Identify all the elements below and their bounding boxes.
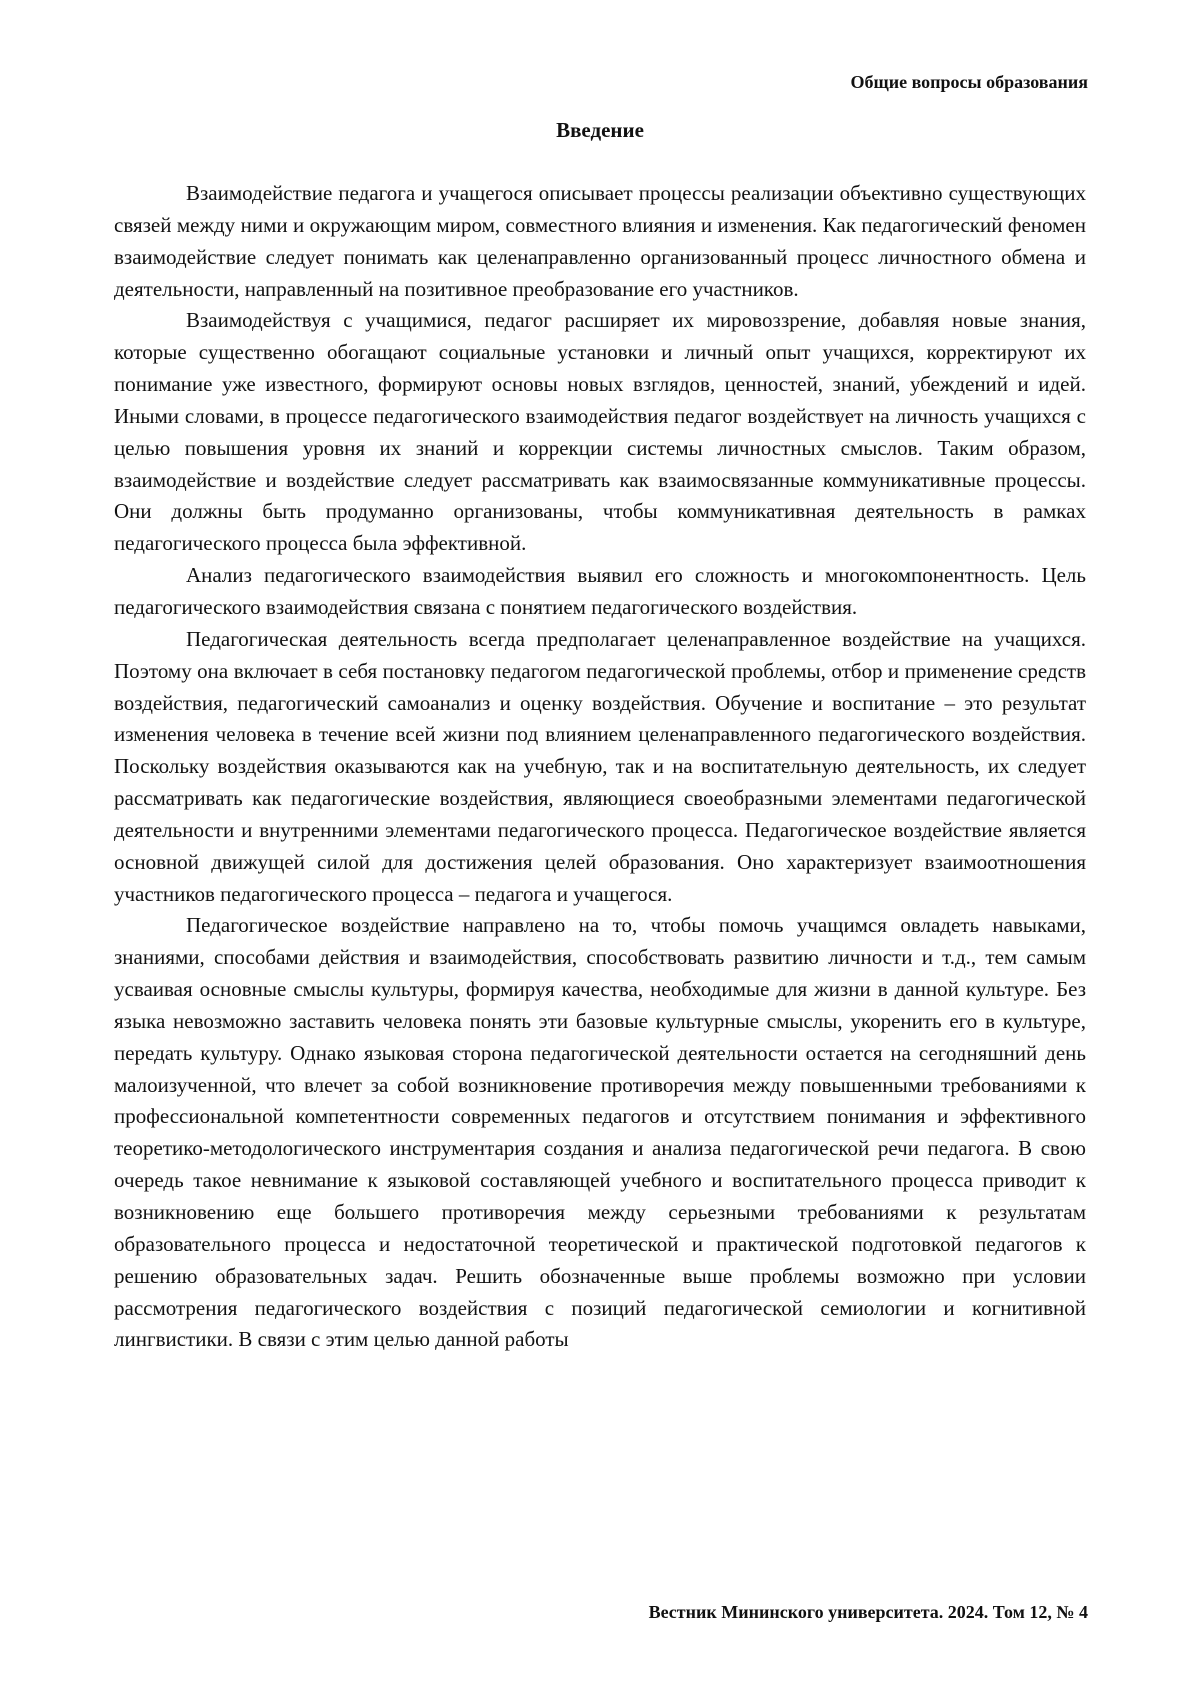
section-title: Введение xyxy=(556,118,644,142)
running-head: Общие вопросы образования xyxy=(850,72,1088,92)
paragraph-1: Взаимодействие педагога и учащегося описывает процессы реализации объективно существующих связей между ними и окружающим миром, совместного влияния и изменения. Как педагогический феномен взаимодействие следует понимать как целенаправленно организованный процесс личностного обмена и деятельности, направленный на позитивное преобразование его участников. xyxy=(114,181,1086,301)
body-text xyxy=(114,178,1086,1356)
paragraph-2: Взаимодействуя с учащимися, педагог расширяет их мировоззрение, добавляя новые знания, которые существенно обогащают социальные установки и личный опыт учащихся, корректируют их понимание уже известного, формируют основы новых взглядов, ценностей, знаний, убеждений и идей. Иными словами, в процессе педагогического взаимодействия педагог воздействует на личность учащихся с целью повышения уровня их знаний и коррекции системы личностных смыслов. Таким образом, взаимодействие и воздействие следует рассматривать как взаимосвязанные коммуникативные процессы. Они должны быть продуманно организованы, чтобы коммуникативная деятельность в рамках педагогического процесса была эффективной. xyxy=(114,308,1086,556)
running-foot: Вестник Мининского университета. 2024. Том 12, № 4 xyxy=(648,1602,1088,1622)
paragraph-3: Анализ педагогического взаимодействия выявил его сложность и многокомпонентность. Цель педагогического взаимодействия связана с понятием педагогического воздействия. xyxy=(114,563,1086,619)
paragraph-4: Педагогическая деятельность всегда предполагает целенаправленное воздействие на учащихся. Поэтому она включает в себя постановку педагогом педагогической проблемы, отбор и применение средств воздействия, педагогический самоанализ и оценку воздействия. Обучение и воспитание – это результат изменения человека в течение всей жизни под влиянием целенаправленного педагогического воздействия. Поскольку воздействия оказываются как на учебную, так и на воспитательную деятельность, их следует рассматривать как педагогические воздействия, являющиеся своеобразными элементами педагогической деятельности и внутренними элементами педагогического процесса. Педагогическое воздействие является основной движущей силой для достижения целей образования. Оно характеризует взаимоотношения участников педагогического процесса – педагога и учащегося. xyxy=(114,626,1086,906)
paragraph-5: Педагогическое воздействие направлено на то, чтобы помочь учащимся овладеть навыками, знаниями, способами действия и взаимодействия, способствовать развитию личности и т.д., тем самым усваивая основные смыслы культуры, формируя качества, необходимые для жизни в данной культуре. Без языка невозможно заставить человека понять эти базовые культурные смыслы, укоренить его в культуре, передать культуру. Однако языковая сторона педагогической деятельности остается на сегодняшний день малоизученной, что влечет за собой возникновение противоречия между повышенными требованиями к профессиональной компетентности современных педагогов и отсутствием понимания и эффективного теоретико-методологического инструментария создания и анализа педагогической речи педагога. В свою очередь такое невнимание к языковой составляющей учебного и воспитательного процесса приводит к возникновению еще большего противоречия между серьезными требованиями к результатам образовательного процесса и недостаточной теоретической и практической подготовкой педагогов к решению образовательных задач. Решить обозначенные выше проблемы возможно при условии рассмотрения педагогического воздействия с позиций педагогической семиологии и когнитивной лингвистики. В связи с этим целью данной работы xyxy=(114,913,1086,1352)
